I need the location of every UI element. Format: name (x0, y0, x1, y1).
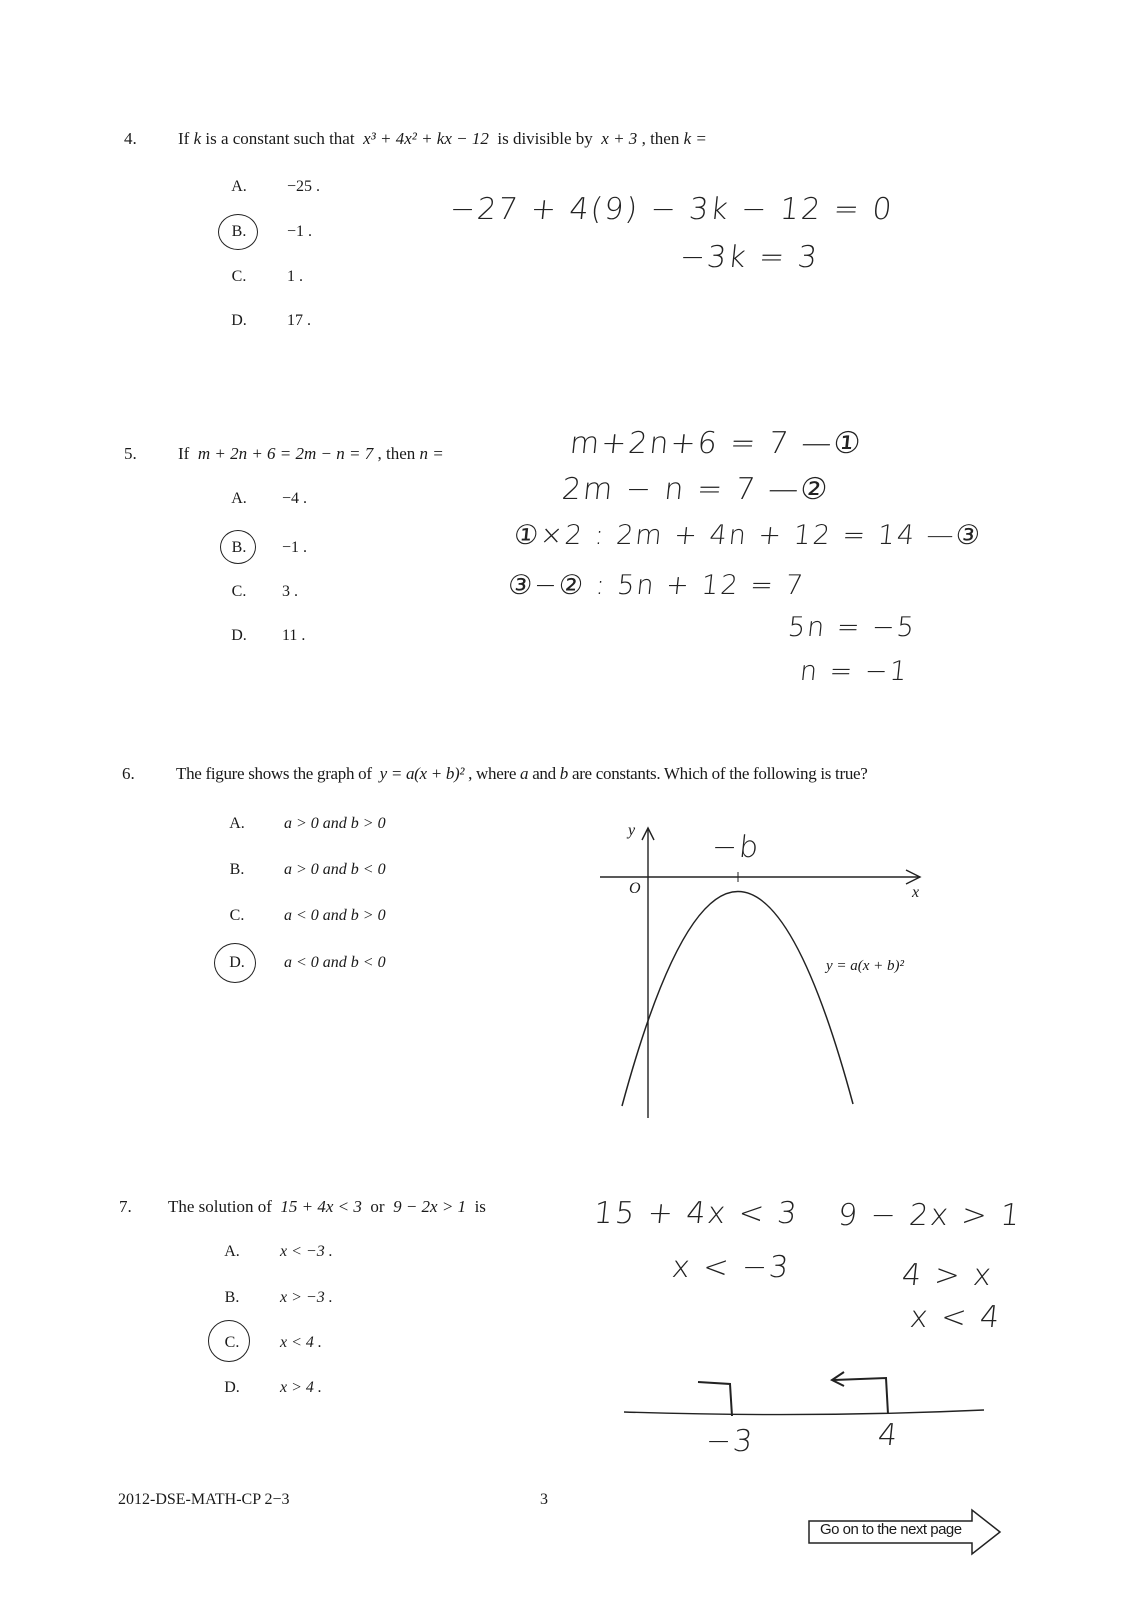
option-b-label[interactable]: B. (231, 539, 247, 556)
option-a-label[interactable]: A. (231, 178, 247, 195)
option-a-value: x < −3 . (280, 1243, 333, 1260)
q4-work-line-1: −27 + 4(9) − 3k − 12 = 0 (448, 192, 896, 227)
q7-number-line-label-2: 4 (876, 1418, 901, 1453)
x-axis-label: x (912, 884, 920, 901)
option-b-label[interactable]: B. (231, 223, 247, 240)
answer-circle-mark (208, 1320, 250, 1362)
paper-code: 2012-DSE-MATH-CP 2−3 (118, 1491, 290, 1508)
option-b-label[interactable]: B. (229, 861, 245, 878)
option-b-value: −1 . (287, 223, 313, 240)
q5-work-line-5: 5n = −5 (786, 612, 918, 643)
right-ray-mark (834, 1378, 888, 1414)
page-number: 3 (540, 1491, 548, 1508)
parabola-curve (622, 891, 853, 1106)
option-a-value: −25 . (287, 178, 321, 195)
q7-work-ineq2-step: 4 > x (900, 1258, 995, 1293)
number-line-sketch (618, 1368, 998, 1438)
q7-number-line-label-1: −3 (704, 1424, 757, 1459)
option-b-label[interactable]: B. (224, 1289, 240, 1306)
q5-work-line-6: n = −1 (798, 656, 911, 687)
option-b-value: −1 . (282, 539, 308, 556)
option-c-value: 3 . (282, 583, 298, 600)
option-a-value: a > 0 and b > 0 (284, 815, 386, 832)
option-b-value: x > −3 . (280, 1289, 333, 1306)
q4-work-line-2: −3k = 3 (678, 240, 821, 275)
question-7-number: 7. (119, 1197, 132, 1216)
option-c-label[interactable]: C. (224, 1334, 240, 1351)
origin-label: O (629, 880, 641, 897)
answer-circle-mark (218, 214, 258, 250)
option-c-label[interactable]: C. (231, 583, 247, 600)
option-a-label[interactable]: A. (229, 815, 245, 832)
question-5-text: If m + 2n + 6 = 2m − n = 7 , then n = (178, 444, 444, 463)
option-c-label[interactable]: C. (231, 268, 247, 285)
question-5-number: 5. (124, 444, 137, 463)
number-line (624, 1410, 984, 1415)
option-c-value: x < 4 . (280, 1334, 322, 1351)
option-d-label[interactable]: D. (231, 312, 247, 329)
question-7-text: The solution of 15 + 4x < 3 or 9 − 2x > 1 is (168, 1197, 486, 1216)
option-a-value: −4 . (282, 490, 308, 507)
option-a-label[interactable]: A. (231, 490, 247, 507)
q7-work-ineq2-result: x < 4 (908, 1300, 1003, 1335)
option-d-label[interactable]: D. (231, 627, 247, 644)
q7-work-ineq2: 9 − 2x > 1 (836, 1198, 1024, 1233)
option-c-value: a < 0 and b > 0 (284, 907, 386, 924)
option-d-label[interactable]: D. (224, 1379, 240, 1396)
option-d-value: 17 . (287, 312, 311, 329)
option-d-value: a < 0 and b < 0 (284, 954, 386, 971)
option-a-label[interactable]: A. (224, 1243, 240, 1260)
q7-work-ineq1-result: x < −3 (670, 1250, 793, 1285)
q5-work-line-4: ③−② : 5n + 12 = 7 (506, 570, 807, 601)
q5-work-line-2: 2m − n = 7 —② (560, 472, 832, 507)
option-d-label[interactable]: D. (229, 954, 245, 971)
question-6-number: 6. (122, 764, 135, 783)
q6-work-vertex: −b (710, 830, 763, 865)
question-6-text: The figure shows the graph of y = a(x + b)² , where a and b are constants. Which of the following is true? (176, 764, 868, 783)
option-d-value: 11 . (282, 627, 306, 644)
curve-label: y = a(x + b)² (826, 958, 905, 974)
option-d-value: x > 4 . (280, 1379, 322, 1396)
question-4-text: If k is a constant such that x³ + 4x² + kx − 12 is divisible by x + 3 , then k = (178, 129, 707, 148)
question-4-number: 4. (124, 129, 137, 148)
next-page-label: Go on to the next page (820, 1521, 962, 1538)
q7-work-ineq1: 15 + 4x < 3 (592, 1196, 801, 1231)
q5-work-line-1: m+2n+6 = 7 —① (568, 426, 865, 461)
answer-circle-mark (214, 943, 256, 983)
y-axis-label: y (628, 822, 636, 839)
next-page-indicator (808, 1520, 998, 1542)
option-c-value: 1 . (287, 268, 303, 285)
answer-circle-mark (220, 530, 256, 564)
option-c-label[interactable]: C. (229, 907, 245, 924)
q5-work-line-3: ①×2 : 2m + 4n + 12 = 14 —③ (512, 520, 984, 551)
left-ray-mark (698, 1382, 732, 1416)
option-b-value: a > 0 and b < 0 (284, 861, 386, 878)
